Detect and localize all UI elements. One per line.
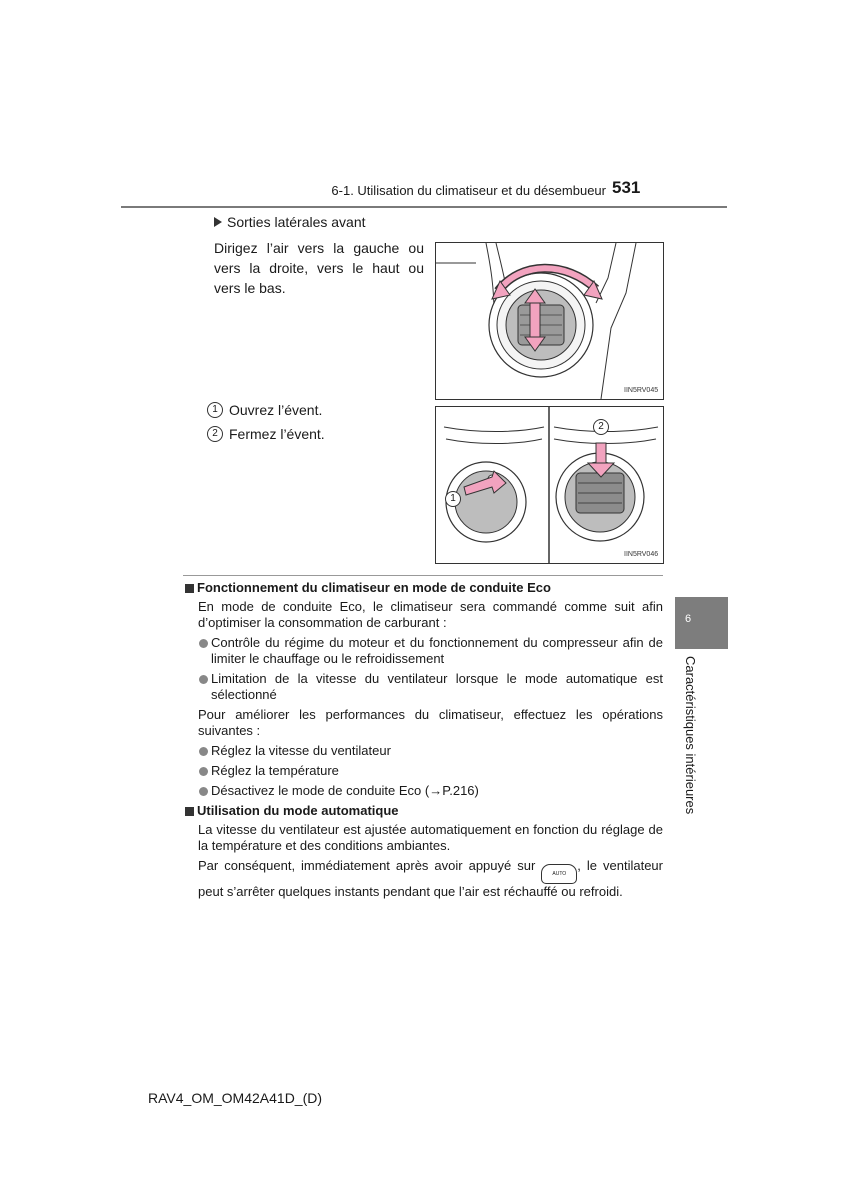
eco-intro: En mode de conduite Eco, le climatiseur sera commandé comme suit afin d’optimiser la consommation de carburant : xyxy=(198,599,663,630)
auto-button-label: AUTO xyxy=(552,871,567,877)
chapter-number: 6 xyxy=(685,613,692,625)
round-bullet-icon xyxy=(199,767,208,776)
page-number: 531 xyxy=(612,178,641,197)
round-bullet-icon xyxy=(199,675,208,684)
eco-mode-section xyxy=(185,580,663,900)
vent-open-close-illustration xyxy=(436,407,663,563)
square-bullet-icon xyxy=(185,584,194,593)
eco-action xyxy=(185,763,663,779)
chapter-tab xyxy=(675,597,728,649)
document-code: RAV4_OM_OM42A41D_(D) xyxy=(148,1090,323,1106)
eco-improve: Pour améliorer les performances du climatiseur, effectuez les opérations suivantes : xyxy=(198,707,663,738)
step-number: 2 xyxy=(207,426,223,442)
step-close xyxy=(207,426,325,442)
auto-paragraph-1: La vitesse du ventilateur est ajustée automatiquement en fonction du réglage de la température et des conditions ambiantes. xyxy=(198,822,663,853)
square-bullet-icon xyxy=(185,807,194,816)
round-bullet-icon xyxy=(199,639,208,648)
vents-heading xyxy=(214,214,366,230)
round-bullet-icon xyxy=(199,747,208,756)
auto-section-title-text: Utilisation du mode automatique xyxy=(197,803,399,818)
figure-id-2: IIN5RV046 xyxy=(624,551,659,558)
auto-p2-before: Par conséquent, immédiatement après avoir appuyé sur xyxy=(198,858,536,873)
vents-heading-text: Sorties latérales avant xyxy=(227,214,366,230)
bullet-text: Contrôle du régime du moteur et du fonctionnement du compresseur afin de limiter le chauffage ou le refroidissement xyxy=(211,635,663,666)
running-header-title: 6-1. Utilisation du climatiseur et du désembueur xyxy=(331,183,606,198)
figure-id-1: IIN5RV045 xyxy=(624,387,659,394)
round-bullet-icon xyxy=(199,787,208,796)
eco-section-title-text: Fonctionnement du climatiseur en mode de conduite Eco xyxy=(197,580,551,595)
step-open xyxy=(207,402,322,418)
eco-action xyxy=(185,783,663,799)
bullet-text: Limitation de la vitesse du ventilateur lorsque le mode automatique est sélectionné xyxy=(211,671,663,702)
figure-vent-direction xyxy=(435,242,664,400)
callout-1: 1 xyxy=(445,491,461,507)
vent-direction-illustration xyxy=(436,243,663,399)
figure-vent-open-close xyxy=(435,406,664,564)
step-text: Ouvrez l’évent. xyxy=(229,402,323,418)
triangle-bullet-icon xyxy=(214,217,222,227)
bullet-text: Désactivez le mode de conduite Eco (→P.216) xyxy=(211,783,479,798)
step-number: 1 xyxy=(207,402,223,418)
auto-button-icon xyxy=(541,864,577,884)
vents-description: Dirigez l’air vers la gauche ou vers la droite, vers le haut ou vers le bas. xyxy=(214,240,424,296)
auto-p2-after: , le ventilateur peut s’arrêter quelques instants pendant que l’air est réchauffé ou refroidi. xyxy=(198,858,663,899)
chapter-label: Caractéristiques intérieures xyxy=(683,656,698,815)
auto-section-title xyxy=(185,803,663,819)
eco-bullet xyxy=(185,635,663,667)
bullet-text: Réglez la vitesse du ventilateur xyxy=(211,743,391,758)
eco-action xyxy=(185,743,663,759)
auto-paragraph-2 xyxy=(185,858,663,900)
eco-bullet xyxy=(185,671,663,703)
bullet-text: Réglez la température xyxy=(211,763,339,778)
header-divider xyxy=(121,206,727,208)
section-divider xyxy=(183,575,663,576)
step-text: Fermez l’évent. xyxy=(229,426,325,442)
eco-section-title xyxy=(185,580,663,596)
callout-2: 2 xyxy=(593,419,609,435)
